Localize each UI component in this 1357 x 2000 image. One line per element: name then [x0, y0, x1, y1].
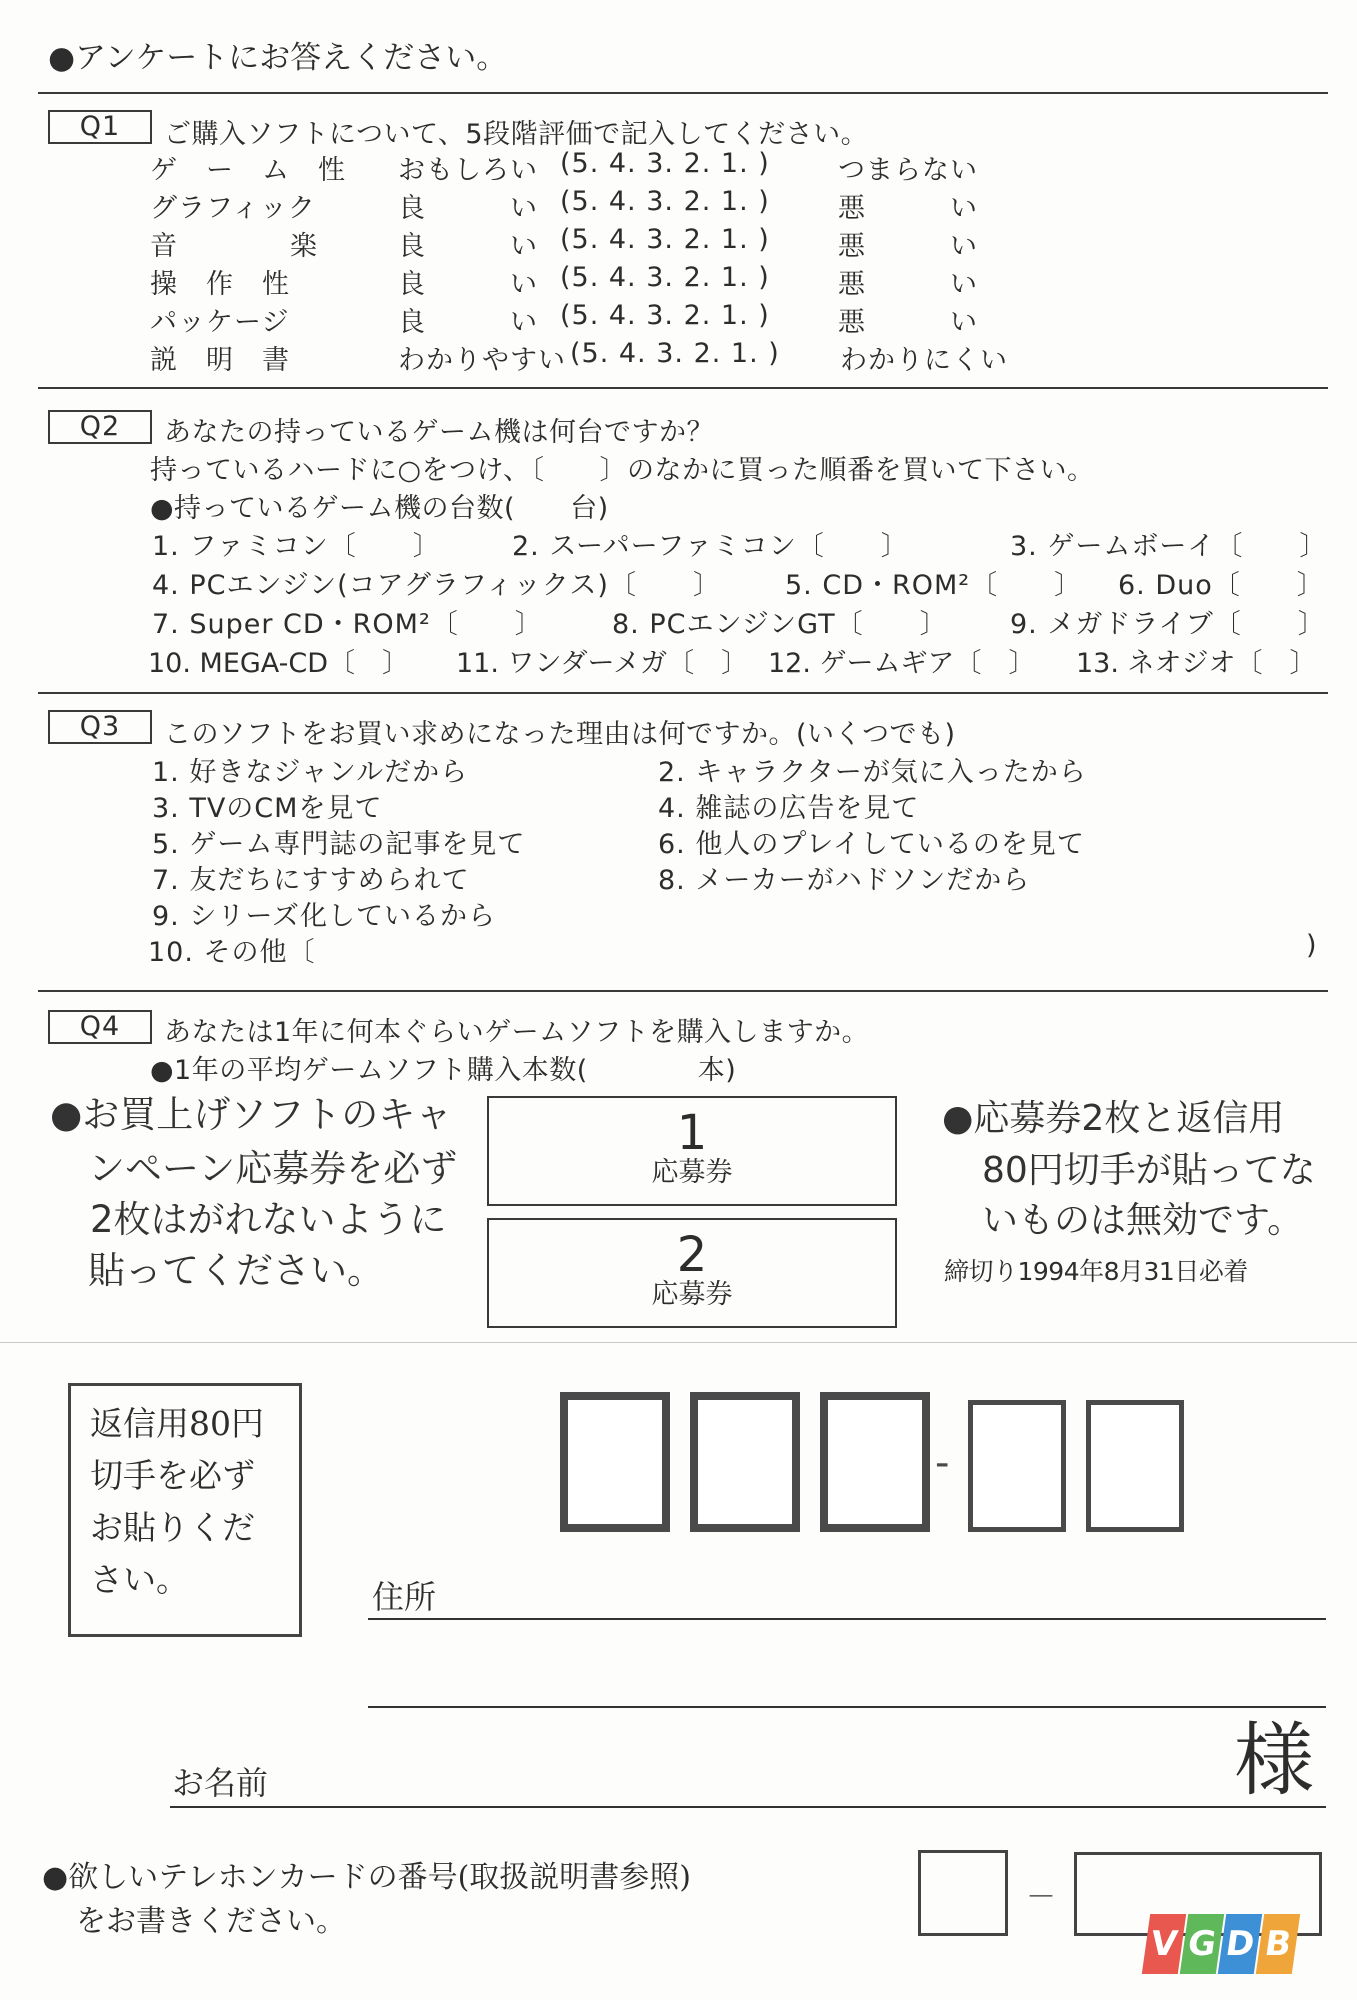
rating-category-label: パッケージ: [150, 307, 290, 338]
rating-negative-label: 悪 い: [838, 193, 978, 224]
q3-option[interactable]: 4. 雑誌の広告を見て: [658, 793, 920, 824]
entry-ticket-2[interactable]: [487, 1218, 897, 1328]
campaign-right-line: ●応募券2枚と返信用: [942, 1098, 1285, 1139]
rating-scale[interactable]: (5. 4. 3. 2. 1. ): [560, 148, 770, 179]
zip-digit-box-2[interactable]: [690, 1392, 800, 1532]
q3-option[interactable]: 2. キャラクターが気に入ったから: [658, 757, 1087, 788]
q2-tag: Q2: [48, 410, 152, 444]
address-line-2[interactable]: [368, 1706, 1326, 1708]
name-line[interactable]: [170, 1806, 1326, 1808]
vgdb-letter: B: [1256, 1914, 1300, 1974]
q2-option[interactable]: 13. ネオジオ〔 〕: [1076, 648, 1317, 679]
rating-category-label: 音 楽: [150, 231, 318, 262]
q3-option[interactable]: 8. メーカーがハドソンだから: [658, 865, 1031, 896]
rating-category-label: グラフィック: [150, 193, 316, 224]
q2-option[interactable]: 11. ワンダーメガ〔 〕: [456, 648, 749, 679]
rating-category-label: 操 作 性: [150, 269, 290, 300]
zip-digit-box-1[interactable]: [560, 1392, 670, 1532]
q4-tag: Q4: [48, 1010, 152, 1044]
q3-tag: Q3: [48, 710, 152, 744]
divider: [38, 990, 1328, 992]
rating-positive-label: 良 い: [398, 307, 538, 338]
q3-question: このソフトをお買い求めになった理由は何ですか。(いくつでも): [164, 719, 956, 750]
telcard-box-1[interactable]: [918, 1850, 1008, 1936]
rating-negative-label: わかりにくい: [840, 345, 1008, 376]
q2-option[interactable]: 2. スーパーファミコン〔 〕: [512, 531, 909, 562]
address-line-1[interactable]: [368, 1618, 1326, 1620]
vgdb-letter: V: [1142, 1914, 1186, 1974]
q3-option[interactable]: 6. 他人のプレイしているのを見て: [658, 829, 1085, 860]
campaign-right-line: いものは無効です。: [982, 1200, 1304, 1241]
vgdb-letter: D: [1218, 1914, 1262, 1974]
q2-option[interactable]: 7. Super CD・ROM²〔 〕: [152, 609, 543, 640]
stamp-instruction-line: さい。: [90, 1560, 189, 1599]
q2-instruction: 持っているハードに○をつけ、〔 〕のなかに買った順番を買いて下さい。: [150, 455, 1095, 486]
rating-negative-label: 悪 い: [838, 269, 978, 300]
q2-option[interactable]: 3. ゲームボーイ〔 〕: [1010, 531, 1328, 562]
campaign-left-line: 貼ってください。: [88, 1249, 384, 1292]
survey-heading: ●アンケートにお答えください。: [48, 40, 508, 76]
vgdb-letter: G: [1180, 1914, 1224, 1974]
stamp-instruction-line: お貼りくだ: [90, 1508, 255, 1547]
rating-negative-label: つまらない: [838, 155, 978, 186]
q1-tag: Q1: [48, 110, 152, 144]
telcard-dash: －: [1026, 1880, 1056, 1915]
q2-question: あなたの持っているゲーム機は何台ですか？: [164, 417, 714, 448]
q2-count-line[interactable]: ●持っているゲーム機の台数( 台): [150, 493, 609, 524]
q3-option[interactable]: 7. 友だちにすすめられて: [152, 865, 470, 896]
zip-digit-box-5[interactable]: [1086, 1400, 1184, 1532]
q3-option[interactable]: 3. TVのCMを見て: [152, 793, 383, 824]
q2-option[interactable]: 10. MEGA-CD〔 〕: [148, 648, 410, 679]
q3-other-close: ): [1306, 930, 1318, 961]
rating-scale[interactable]: (5. 4. 3. 2. 1. ): [560, 224, 770, 255]
stamp-instruction-line: 切手を必ず: [90, 1456, 255, 1495]
campaign-left-line: ●お買上げソフトのキャ: [50, 1093, 453, 1136]
address-label: 住所: [372, 1578, 437, 1616]
rating-positive-label: おもしろい: [398, 155, 538, 186]
ticket-label: 応募券: [651, 1279, 733, 1310]
stamp-instruction-line: 返信用80円: [90, 1404, 264, 1443]
telcard-instruction-line: をお書きください。: [76, 1904, 346, 1939]
entry-ticket-1[interactable]: [487, 1096, 897, 1206]
rating-negative-label: 悪 い: [838, 231, 978, 262]
rating-category-label: 説 明 書: [150, 345, 290, 376]
q3-option[interactable]: 5. ゲーム専門誌の記事を見て: [152, 829, 526, 860]
rating-positive-label: 良 い: [398, 231, 538, 262]
campaign-left-line: ンペーン応募券を必ず: [88, 1147, 458, 1190]
divider: [38, 692, 1328, 694]
honorific-sama: 様: [1234, 1714, 1314, 1807]
deadline-text: 締切り1994年8月31日必着: [944, 1257, 1248, 1286]
q4-count-line[interactable]: ●1年の平均ゲームソフト購入本数( 本): [150, 1055, 737, 1086]
rating-category-label: ゲ ー ム 性: [150, 155, 346, 186]
rating-scale[interactable]: (5. 4. 3. 2. 1. ): [560, 262, 770, 293]
campaign-left-line: 2枚はがれないように: [90, 1198, 447, 1241]
q2-option[interactable]: 12. ゲームギア〔 〕: [768, 648, 1036, 679]
zip-digit-box-3[interactable]: [820, 1392, 930, 1532]
q3-option[interactable]: 1. 好きなジャンルだから: [152, 757, 469, 788]
ticket-number: 2: [676, 1227, 708, 1283]
rating-scale[interactable]: (5. 4. 3. 2. 1. ): [560, 300, 770, 331]
rating-scale[interactable]: (5. 4. 3. 2. 1. ): [560, 186, 770, 217]
rating-positive-label: 良 い: [398, 269, 538, 300]
telcard-instruction-line: ●欲しいテレホンカードの番号(取扱説明書参照): [42, 1860, 691, 1895]
q3-other-option[interactable]: 10. その他〔: [148, 937, 316, 968]
q1-question: ご購入ソフトについて、5段階評価で記入してください。: [164, 119, 869, 150]
divider: [38, 92, 1328, 94]
rating-positive-label: 良 い: [398, 193, 538, 224]
rating-negative-label: 悪 い: [838, 307, 978, 338]
campaign-right-line: 80円切手が貼ってな: [982, 1150, 1316, 1191]
q2-option[interactable]: 5. CD・ROM²〔 〕: [785, 570, 1083, 601]
rating-scale[interactable]: (5. 4. 3. 2. 1. ): [570, 338, 780, 369]
zip-dash: -: [935, 1440, 950, 1486]
zip-digit-box-4[interactable]: [968, 1400, 1066, 1532]
q2-option[interactable]: 1. ファミコン〔 〕: [152, 531, 441, 562]
q2-option[interactable]: 8. PCエンジンGT〔 〕: [612, 609, 948, 640]
q2-option[interactable]: 6. Duo〔 〕: [1118, 570, 1325, 601]
q2-option[interactable]: 4. PCエンジン(コアグラフィックス)〔 〕: [152, 570, 721, 601]
ticket-number: 1: [676, 1105, 708, 1161]
vgdb-watermark-logo: [1146, 1914, 1296, 1974]
divider: [38, 387, 1328, 389]
q3-option[interactable]: 9. シリーズ化しているから: [152, 901, 496, 932]
fold-line: [0, 1342, 1357, 1343]
q4-question: あなたは1年に何本ぐらいゲームソフトを購入しますか。: [164, 1017, 870, 1048]
rating-positive-label: わかりやすい: [398, 345, 566, 376]
name-label: お名前: [172, 1764, 269, 1802]
ticket-label: 応募券: [651, 1157, 733, 1188]
q2-option[interactable]: 9. メガドライブ〔 〕: [1010, 609, 1326, 640]
